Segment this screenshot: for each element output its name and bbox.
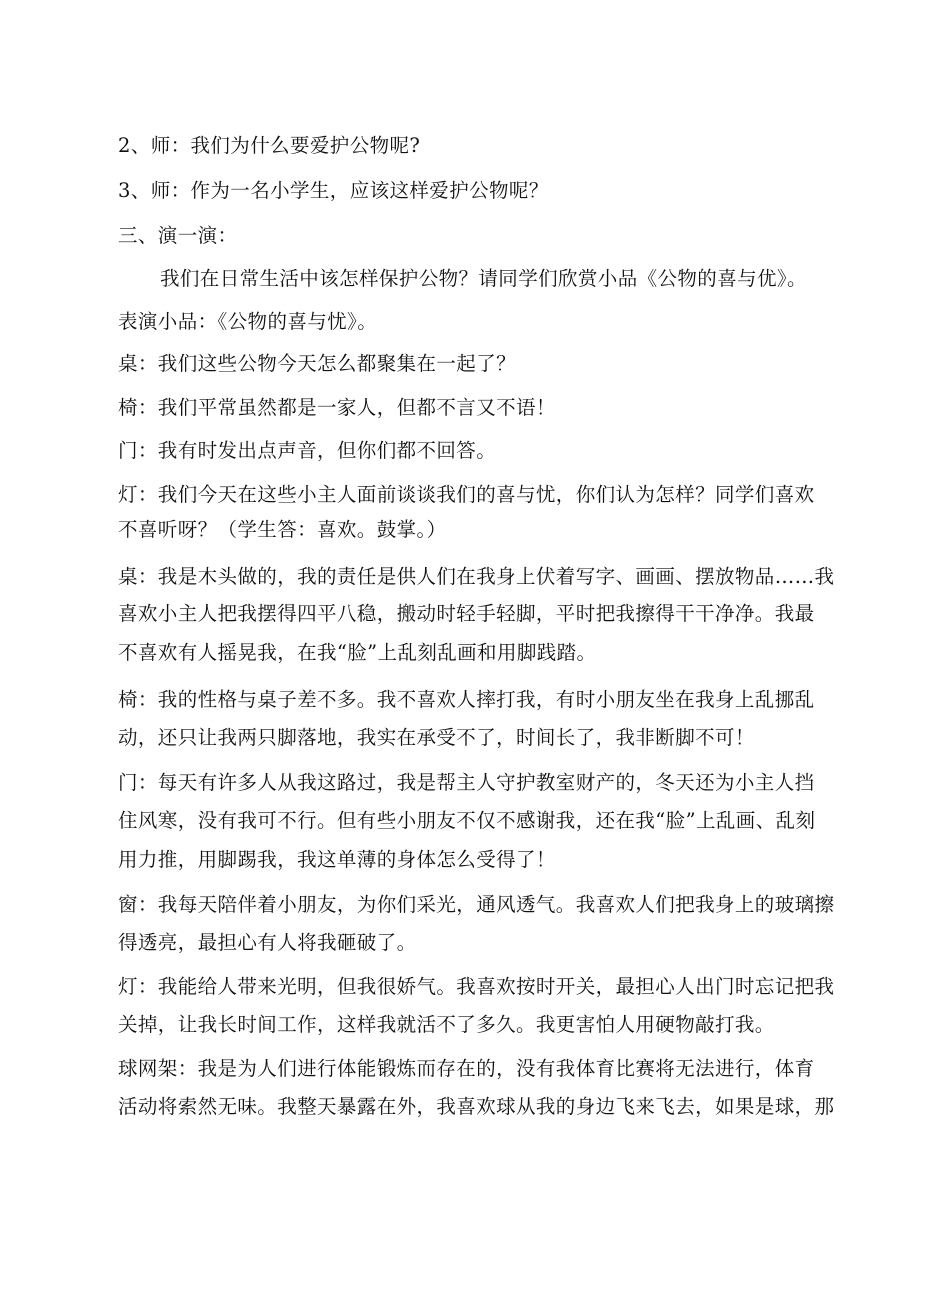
text-line: 2、师：我们为什么要爱护公物呢? [118, 134, 421, 157]
text-line: 我们在日常生活中该怎样保护公物？请同学们欣赏小品《公物的喜与优》。 [160, 267, 807, 290]
text-line: 窗：我每天陪伴着小朋友，为你们采光，通风透气。我喜欢人们把我身上的玻璃擦 [118, 893, 835, 916]
text-line: 桌：我是木头做的，我的责任是供人们在我身上伏着写字、画画、摆放物品……我 [118, 565, 835, 588]
text-line: 灯：我能给人带来光明，但我很娇气。我喜欢按时开关，最担心人出门时忘记把我 [118, 975, 835, 998]
text-line: 3、师：作为一名小学生，应该这样爱护公物呢？ [118, 179, 549, 202]
text-line: 表演小品：《公物的喜与忧》。 [118, 310, 378, 333]
text-line: 不喜听呀？（学生答：喜欢。鼓掌。） [118, 518, 447, 541]
text-line: 不喜欢有人摇晃我，在我“脸”上乱刻乱画和用脚践踏。 [118, 641, 597, 664]
text-line: 住风寒，没有我可不行。但有些小朋友不仅不感谢我，还在我“脸”上乱画、乱刻 [118, 809, 816, 832]
text-line: 门：我有时发出点声音，但你们都不回答。 [118, 439, 497, 462]
text-line: 用力推，用脚踢我，我这单薄的身体怎么受得了！ [118, 848, 556, 871]
section-heading: 三、演一演： [118, 224, 238, 247]
text-line: 灯：我们今天在这些小主人面前谈谈我们的喜与忧，你们认为怎样？同学们喜欢 [118, 483, 815, 506]
text-line: 动，还只让我两只脚落地，我实在承受不了，时间长了，我非断脚不可！ [118, 726, 755, 749]
text-line: 桌：我们这些公物今天怎么都聚集在一起了？ [118, 352, 517, 375]
text-line: 球网架：我是为人们进行体能锻炼而存在的，没有我体育比赛将无法进行，体育 [118, 1057, 815, 1080]
text-line: 椅：我的性格与桌子差不多。我不喜欢人摔打我，有时小朋友坐在我身上乱挪乱 [118, 688, 815, 711]
text-line: 喜欢小主人把我摆得四平八稳，搬动时轻手轻脚，平时把我擦得干干净净。我最 [118, 602, 815, 625]
text-line: 椅：我们平常虽然都是一家人，但都不言又不语！ [118, 396, 556, 419]
text-line: 活动将索然无味。我整天暴露在外，我喜欢球从我的身边飞来飞去，如果是球，那 [118, 1095, 835, 1118]
text-line: 得透亮，最担心有人将我砸破了。 [118, 931, 417, 954]
text-line: 门：每天有许多人从我这路过，我是帮主人守护教室财产的，冬天还为小主人挡 [118, 771, 815, 794]
text-line: 关掉，让我长时间工作，这样我就活不了多久。我更害怕人用硬物敲打我。 [118, 1013, 775, 1036]
